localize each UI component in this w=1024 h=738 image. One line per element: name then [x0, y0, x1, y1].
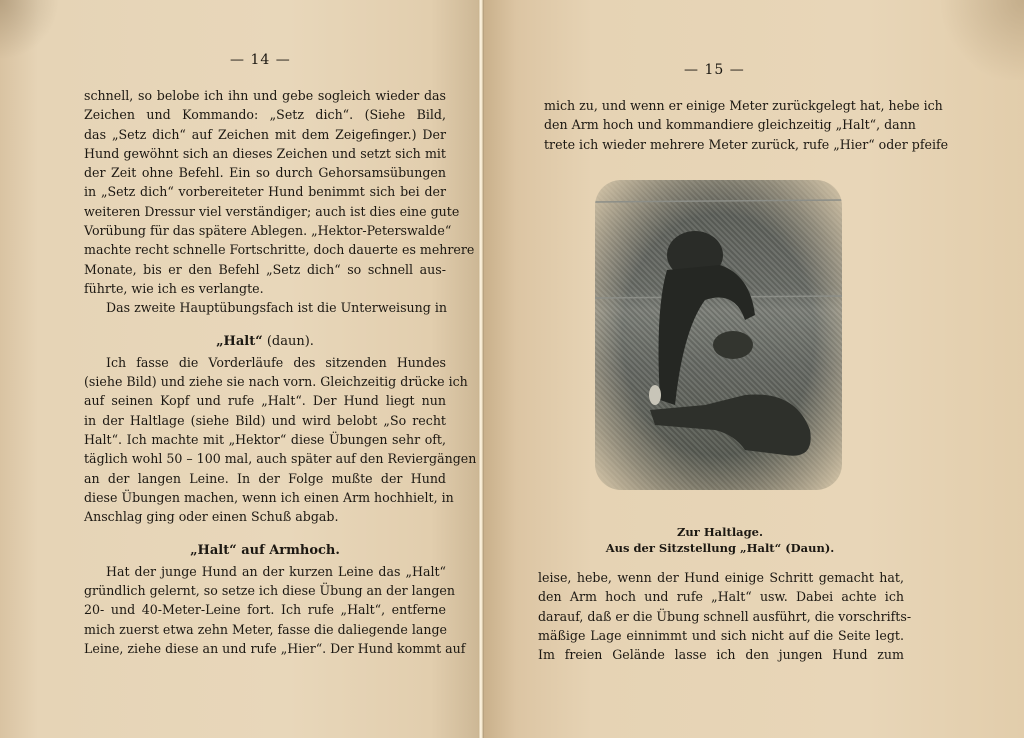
- text-line: Anschlag ging oder einen Schuß abgab.: [84, 509, 339, 525]
- text-line: den Arm hoch und rufe „Halt“ usw. Dabei achte ich: [538, 589, 904, 605]
- text-line: Hat der junge Hund an der kurzen Leine das „Halt“: [106, 563, 446, 579]
- heading-bold: „Halt“: [216, 333, 263, 349]
- text-line: Monate, bis er den Befehl „Setz dich“ so schnell aus-: [84, 261, 446, 277]
- text-line: leise, hebe, wenn der Hund einige Schritt gemacht hat,: [538, 570, 904, 585]
- text-line: mich zuerst etwa zehn Meter, fasse die daliegende lange: [84, 621, 447, 637]
- text-line: diese Übungen machen, wenn ich einen Arm hochhielt, in: [84, 489, 454, 505]
- right-page-text-top: [544, 96, 949, 154]
- page-shadow: [0, 0, 60, 60]
- text-line: mich zu, und wenn er einige Meter zurückgelegt hat, hebe ich: [544, 98, 943, 113]
- text-line: Im freien Gelände lasse ich den jungen Hund zum: [538, 647, 904, 663]
- page-number: — 15 —: [684, 62, 745, 78]
- photo-figures: [595, 180, 842, 490]
- text-line: schnell, so belobe ich ihn und gebe sogleich wieder das: [84, 88, 446, 103]
- text-line: (siehe Bild) und ziehe sie nach vorn. Gleichzeitig drücke ich: [84, 374, 468, 390]
- paragraph-2: [84, 298, 446, 317]
- paragraph-2: [538, 568, 912, 664]
- text-line: mäßige Lage einnimmt und sich nicht auf die Seite legt.: [538, 627, 904, 643]
- text-line: Halt“. Ich machte mit „Hektor“ diese Übungen sehr oft,: [84, 432, 446, 448]
- text-line: Ich fasse die Vorderläufe des sitzenden Hundes: [106, 354, 446, 370]
- text-line: machte recht schnelle Fortschritte, doch dauerte es mehrere: [84, 242, 475, 258]
- text-line: auf seinen Kopf und rufe „Halt“. Der Hund liegt nun: [84, 393, 446, 409]
- text-line: 20- und 40-Meter-Leine fort. Ich rufe „Halt“, entferne: [84, 602, 446, 618]
- page-shadow: [934, 0, 1024, 80]
- text-line: weiteren Dressur viel verständiger; auch ist dies eine gute: [84, 203, 460, 219]
- paragraph-1: [544, 96, 949, 154]
- paragraph-1: [84, 86, 475, 298]
- page-number: — 14 —: [230, 52, 291, 68]
- text-line: Zeichen und Kommando: „Setz dich“. (Siehe Bild,: [84, 107, 446, 123]
- text-line: täglich wohl 50 – 100 mal, auch später auf den Reviergängen: [84, 451, 477, 467]
- photo-caption-title: Zur Haltlage.: [677, 525, 763, 539]
- heading-rest: (daun).: [262, 333, 314, 349]
- text-line: Das zweite Hauptübungsfach ist die Unterweisung in: [106, 300, 447, 316]
- text-line: den Arm hoch und kommandiere gleichzeitig „Halt“, dann: [544, 117, 916, 133]
- left-page-text: [84, 86, 477, 658]
- section-heading-halt: [84, 332, 446, 351]
- left-page: [0, 0, 478, 738]
- right-page-text-bottom: [538, 568, 912, 664]
- text-line: in der Haltlage (siehe Bild) und wird belobt „So recht: [84, 412, 446, 428]
- halftone-photo-man-with-dog: [595, 180, 842, 490]
- text-line: führte, wie ich es verlangte.: [84, 280, 264, 296]
- text-line: Vorübung für das spätere Ablegen. „Hektor-Peterswalde“: [84, 223, 452, 239]
- text-line: Leine, ziehe diese an und rufe „Hier“. Der Hund kommt auf: [84, 641, 466, 657]
- text-line: an der langen Leine. In der Folge mußte der Hund: [84, 470, 446, 486]
- text-line: der Zeit ohne Befehl. Ein so durch Gehorsamsübungen: [84, 165, 446, 181]
- paragraph-4: [84, 562, 466, 658]
- text-line: Hund gewöhnt sich an dieses Zeichen und setzt sich mit: [84, 145, 446, 161]
- section-heading-armhoch: „Halt“ auf Armhoch.: [190, 542, 340, 558]
- text-line: gründlich gelernt, so setze ich diese Übung an der langen: [84, 583, 455, 599]
- text-line: das „Setz dich“ auf Zeichen mit dem Zeigefinger.) Der: [84, 126, 446, 142]
- text-line: in „Setz dich“ vorbereiteter Hund benimmt sich bei der: [84, 184, 446, 200]
- text-line: trete ich wieder mehrere Meter zurück, rufe „Hier“ oder pfeife: [544, 136, 949, 152]
- photo-caption-subtitle: Aus der Sitzstellung „Halt“ (Daun).: [605, 541, 835, 555]
- text-line: darauf, daß er die Übung schnell ausführt, die vorschrifts-: [538, 608, 912, 624]
- paragraph-3: [84, 353, 477, 527]
